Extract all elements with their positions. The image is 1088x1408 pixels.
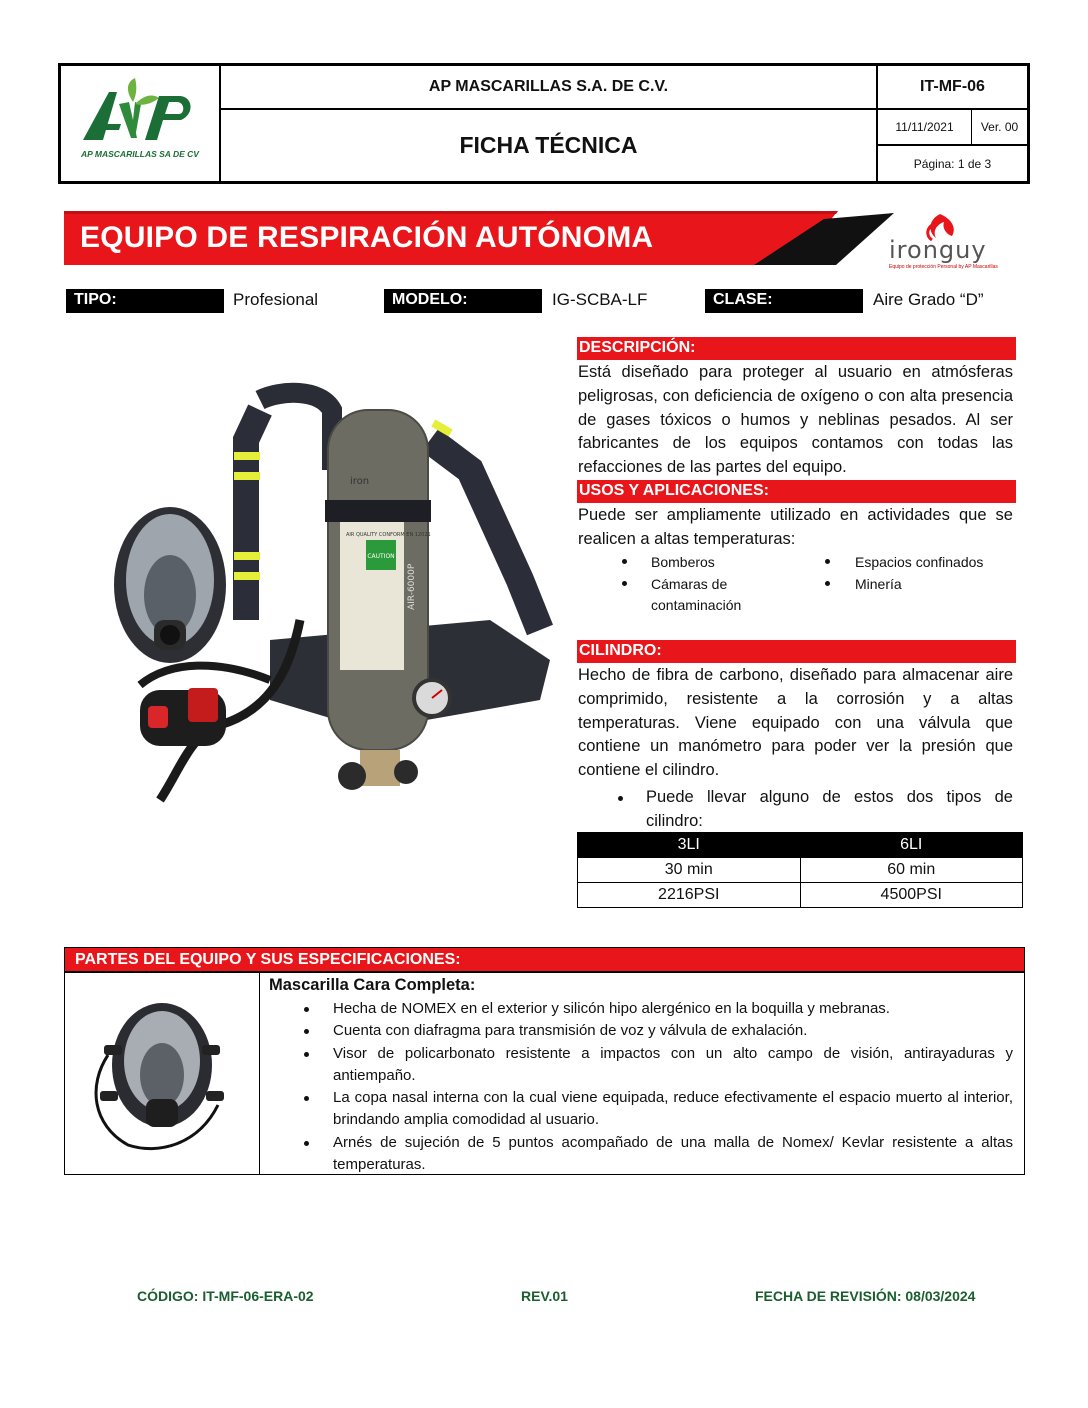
cilindro-text: Hecho de fibra de carbono, diseñado para almacenar aire comprimido, resistente a la corrosión y a altas temperaturas. Viene equipado con una válvula que contiene un manómetro para poder ver la presión que contiene el cilindro.: [578, 666, 1013, 780]
company-name: AP MASCARILLAS S.A. DE C.V.: [221, 66, 878, 110]
cylinder-cell: 4500PSI: [800, 883, 1023, 908]
document-code: IT-MF-06: [878, 66, 1027, 110]
cylinder-col-6li: 6LI: [800, 833, 1023, 858]
clase-value: Aire Grado “D”: [873, 290, 984, 309]
bullet-dot: [304, 1141, 309, 1146]
footer-revision-date: FECHA DE REVISIÓN: 08/03/2024: [755, 1288, 976, 1304]
bullet-dot: [304, 1029, 309, 1034]
cylinder-badge: AIR QUALITY CONFORM EN 12021: [346, 532, 431, 538]
bullet-dot: [825, 559, 830, 564]
ap-logo-icon: [75, 74, 205, 149]
modelo-label: MODELO:: [384, 289, 542, 313]
cylinder-table: [577, 832, 1023, 908]
uso-item-mineria: Minería: [855, 576, 902, 592]
footer-code: CÓDIGO: IT-MF-06-ERA-02: [137, 1288, 314, 1304]
modelo-value: IG-SCBA-LF: [552, 290, 648, 309]
banner-title: EQUIPO DE RESPIRACIÓN AUTÓNOMA: [80, 221, 654, 254]
cylinder-col-3li: 3LI: [578, 833, 801, 858]
parts-bullet: La copa nasal interna con la cual viene equipada, reduce efectivamente el espacio muerto al interior, brindando amplia comodidad al usuario.: [333, 1089, 1013, 1128]
parts-heading: PARTES DEL EQUIPO Y SUS ESPECIFICACIONES:: [64, 947, 1025, 972]
parts-item-title: Mascarilla Cara Completa:: [269, 976, 476, 994]
parts-bullet: Arnés de sujeción de 5 puntos acompañado de una malla de Nomex/ Kevlar resistente a altas temperaturas.: [333, 1134, 1013, 1173]
usos-text: Puede ser ampliamente utilizado en actividades que se realicen a altas temperaturas:: [578, 506, 1013, 548]
document-title: FICHA TÉCNICA: [221, 110, 878, 181]
cylinder-cell: 30 min: [578, 858, 801, 883]
bullet-dot: [622, 559, 627, 564]
page-number: Página: 1 de 3: [913, 156, 992, 171]
document-date: 11/11/2021: [878, 110, 972, 146]
uso-item-camaras: Cámaras de contaminación: [651, 576, 742, 613]
usos-heading: USOS Y APLICACIONES:: [577, 480, 1016, 503]
parts-bullet: Visor de policarbonato resistente a impactos con un alto campo de visión, antirayaduras y antiempaño.: [333, 1045, 1013, 1084]
caution-label: CAUTION: [367, 553, 395, 560]
document-header: [58, 63, 1030, 184]
descripcion-text: Está diseñado para proteger al usuario en atmósferas peligrosas, con deficiencia de oxígeno o con alta presencia de gases tóxicos o humos y neblinas pesados. Al ser fabricantes de los equipos contamos con todas las refacciones de las partes del equipo.: [578, 363, 1013, 477]
face-mask-icon: [88, 995, 236, 1155]
brand-tagline: Equipo de protección Personal by AP Mascarillas: [889, 264, 998, 270]
logo-cell: [61, 66, 221, 181]
cylinder-cell: 60 min: [800, 858, 1023, 883]
footer-rev: REV.01: [521, 1288, 568, 1304]
parts-divider: [259, 972, 260, 1175]
tipo-label: TIPO:: [66, 289, 224, 313]
bullet-dot: [825, 581, 830, 586]
uso-item-espacios: Espacios confinados: [855, 554, 984, 570]
logo-caption: AP MASCARILLAS SA DE CV: [81, 149, 199, 159]
parts-bullet: Cuenta con diafragma para transmisión de voz y válvula de exhalación.: [333, 1022, 808, 1039]
cylinder-side-label: AIR-6000P: [407, 563, 417, 610]
cylinder-brand: iron: [350, 476, 370, 487]
bullet-dot: [622, 581, 627, 586]
bullet-dot: [304, 1052, 309, 1057]
uso-item-bomberos: Bomberos: [651, 554, 715, 570]
document-version: Ver. 00: [972, 110, 1027, 146]
clase-label: CLASE:: [705, 289, 863, 313]
descripcion-heading: DESCRIPCIÓN:: [577, 337, 1016, 360]
cilindro-heading: CILINDRO:: [577, 640, 1016, 663]
bullet-dot: [618, 796, 623, 801]
brand-name: ironguy: [889, 236, 987, 264]
parts-bullet: Hecha de NOMEX en el exterior y silicón hipo alergénico en la boquilla y mebranas.: [333, 1000, 890, 1017]
tipo-value: Profesional: [233, 290, 319, 309]
bullet-dot: [304, 1007, 309, 1012]
scba-equipment-illustration: [70, 380, 560, 820]
bullet-dot: [304, 1096, 309, 1101]
cilindro-bullet: Puede llevar alguno de estos dos tipos de cilindro:: [646, 788, 1013, 830]
cylinder-cell: 2216PSI: [578, 883, 801, 908]
